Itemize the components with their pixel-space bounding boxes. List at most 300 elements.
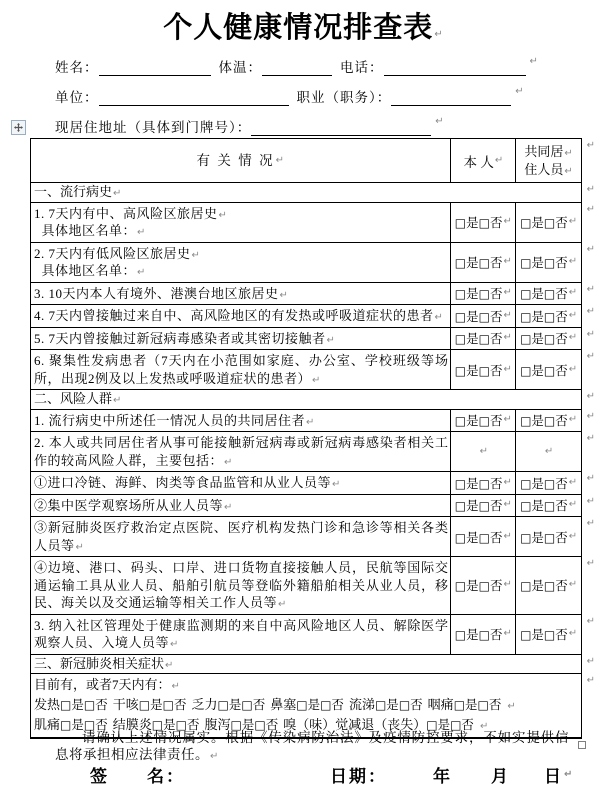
no-label: 否 [490, 414, 503, 429]
no-checkbox[interactable]: □ [543, 287, 556, 302]
no-checkbox[interactable]: □ [543, 216, 556, 230]
symptom-label: 嗅（味）觉减退（丧失） [283, 717, 427, 732]
checkbox-group [455, 253, 503, 271]
paragraph-mark: ↵ [224, 456, 233, 468]
situation-text: 3. 纳入社区管理处于健康监测期的来自中高风险地区人员、解除医学观察人员、入境人员等↵ [34, 617, 449, 650]
section-title-cell: 一、流行病史↵ [34, 184, 122, 199]
paragraph-mark: ↵ [332, 479, 341, 490]
checkbox-group [139, 698, 187, 712]
no-label: 否 [555, 579, 568, 594]
paragraph-mark: ↵ [306, 416, 315, 428]
paragraph-mark: ↵ [529, 56, 539, 67]
yes-checkbox[interactable]: □ [296, 697, 308, 712]
yes-checkbox[interactable]: □ [520, 332, 532, 347]
paragraph-mark: ↵ [507, 700, 516, 712]
month-label: 月 [491, 767, 510, 786]
row-end-mark: ↵ [586, 140, 595, 151]
phone-label: 电话： [340, 60, 384, 75]
no-checkbox[interactable]: □ [478, 216, 490, 230]
unit-field[interactable] [99, 91, 289, 106]
paragraph-mark: ↵ [503, 530, 512, 542]
name-field[interactable] [99, 61, 211, 76]
cohabitant-cell [515, 328, 581, 350]
yes-checkbox[interactable]: □ [520, 530, 532, 545]
situation-text: 1. 流行病史中所述任一情况人员的共同居住者↵ [34, 412, 315, 428]
paragraph-mark: ↵ [568, 499, 578, 511]
no-label: 否 [490, 579, 503, 594]
yes-checkbox[interactable]: □ [454, 628, 467, 642]
cohabitant-cell [515, 432, 581, 471]
yes-checkbox[interactable]: □ [454, 579, 467, 594]
situation-text: 3. 10天内本人有境外、港澳台地区旅居史↵ [34, 285, 289, 301]
paragraph-mark: ↵ [568, 579, 578, 591]
checkbox-group [375, 698, 423, 712]
no-checkbox[interactable]: □ [254, 718, 266, 732]
yes-checkbox[interactable]: □ [230, 718, 242, 732]
no-checkbox[interactable]: □ [478, 287, 490, 302]
situation-text: 2. 本人或共同居住者从事可能接触新冠病毒或新冠病毒感染者相关工作的较高风险人群，主要包括：↵ [34, 435, 449, 468]
no-label: 否 [490, 256, 503, 270]
checkbox-group [455, 329, 503, 347]
confirmation-note [55, 729, 569, 763]
no-checkbox[interactable]: □ [543, 499, 556, 514]
paragraph-mark: ↵ [503, 332, 512, 344]
situation-cell [31, 328, 450, 350]
row-end-mark: ↵ [586, 328, 595, 340]
symptom-label: 乏力 [191, 696, 218, 712]
yes-label: 是 [466, 287, 479, 302]
cohabitant-cell [515, 615, 581, 654]
no-checkbox[interactable]: □ [478, 530, 490, 545]
no-checkbox[interactable]: □ [241, 697, 253, 712]
yes-checkbox[interactable]: □ [453, 697, 466, 712]
no-label: 否 [555, 256, 568, 270]
situation-text: 5. 7天内曾接触过新冠病毒感染者或其密切接触者↵ [34, 330, 336, 346]
no-label: 否 [173, 697, 187, 712]
situation-cell [31, 615, 450, 654]
row-end-mark: ↵ [586, 473, 595, 484]
paragraph-mark: ↵ [568, 287, 578, 299]
yes-label: 是 [466, 579, 479, 594]
field-line-3 [55, 108, 585, 138]
yes-checkbox[interactable]: □ [520, 579, 532, 594]
checkbox-group [520, 284, 568, 302]
yes-label: 是 [466, 499, 479, 514]
checkbox-group [455, 307, 503, 325]
row-end-mark: ↵ [586, 391, 595, 402]
cohabitant-header-label1: 共同居 [524, 143, 564, 159]
no-label: 否 [490, 476, 503, 491]
no-checkbox[interactable]: □ [543, 579, 556, 594]
no-checkbox[interactable]: □ [478, 332, 490, 347]
paragraph-mark: ↵ [326, 334, 336, 346]
paragraph-mark: ↵ [564, 147, 573, 159]
paragraph-mark: ↵ [568, 309, 578, 321]
row-end-mark: ↵ [586, 518, 595, 529]
yes-checkbox[interactable]: □ [374, 697, 387, 712]
row-end-mark: ↵ [586, 615, 595, 627]
paragraph-mark: ↵ [515, 86, 525, 97]
yes-checkbox[interactable]: □ [454, 476, 467, 491]
no-checkbox[interactable]: □ [398, 697, 411, 712]
section-row [31, 389, 595, 409]
no-label: 否 [555, 309, 568, 324]
checkbox-group [520, 576, 568, 594]
yes-checkbox[interactable]: □ [426, 718, 438, 732]
day-label: 日 [544, 767, 563, 786]
table-row [31, 556, 595, 614]
situation-cell [31, 432, 450, 471]
cohabitant-header-line2 [524, 161, 572, 179]
situation-header-cell [31, 139, 450, 182]
yes-label: 是 [228, 697, 242, 712]
yes-label: 是 [71, 697, 84, 712]
self-header-cell [450, 139, 515, 182]
yes-label: 是 [241, 718, 255, 732]
cohabitant-cell [515, 472, 581, 494]
no-checkbox[interactable]: □ [478, 363, 490, 378]
no-checkbox[interactable]: □ [543, 414, 556, 429]
self-cell [450, 283, 515, 305]
row-end-mark: ↵ [586, 410, 595, 422]
symptom-label: 肌痛 [34, 717, 61, 732]
row-end-mark: ↵ [586, 306, 595, 317]
signature-label: 签 名： [90, 767, 185, 786]
self-cell [450, 557, 515, 614]
paragraph-mark: ↵ [165, 659, 174, 671]
checkbox-group [520, 474, 568, 492]
checkbox-group [520, 528, 568, 546]
yes-label: 是 [531, 287, 544, 302]
symptom-item [270, 697, 344, 712]
cohabitant-cell [515, 557, 581, 614]
yes-label: 是 [531, 256, 544, 270]
yes-checkbox[interactable]: □ [454, 216, 467, 230]
table-row [31, 494, 595, 517]
table-row [31, 304, 595, 327]
move-arrows-icon [14, 123, 23, 132]
no-label: 否 [461, 718, 474, 732]
situation-text: ④边境、港口、码头、口岸、进口货物直接接触人员，民航等国际交通运输工具从业人员、船舶引航员等登临外籍船舶相关从业人员，移民、海关以及交通运输等相关工作人员等↵ [34, 560, 449, 610]
yes-checkbox[interactable]: □ [454, 530, 467, 545]
yes-label: 是 [437, 718, 451, 732]
section-title-cell: 三、新冠肺炎相关症状↵ [34, 655, 174, 671]
yes-checkbox[interactable]: □ [520, 309, 532, 324]
field-line-1 [55, 48, 585, 78]
symptom-item [428, 697, 502, 712]
no-checkbox[interactable]: □ [477, 697, 489, 712]
yes-checkbox[interactable]: □ [520, 414, 532, 429]
paragraph-mark: ↵ [191, 249, 201, 261]
no-checkbox[interactable]: □ [320, 697, 332, 712]
date-label: 日期： [330, 767, 387, 786]
no-label: 否 [555, 287, 568, 302]
no-checkbox[interactable]: □ [175, 718, 187, 732]
paragraph-mark: ↵ [503, 579, 512, 591]
yes-label: 是 [531, 414, 544, 429]
table-row [31, 242, 595, 282]
yes-checkbox[interactable]: □ [454, 414, 467, 429]
situation-text: 1. 7天内有中、高风险区旅居史↵ [34, 205, 228, 221]
paragraph-mark: ↵ [170, 639, 179, 650]
no-checkbox[interactable]: □ [162, 697, 174, 712]
cohabitant-cell [515, 350, 581, 389]
no-checkbox[interactable]: □ [478, 309, 490, 324]
row-end-mark: ↵ [586, 558, 595, 569]
yes-label: 是 [163, 718, 176, 732]
no-label: 否 [555, 216, 568, 230]
situation-cell [31, 410, 450, 432]
situation-text: 4. 7天内曾接触过来自中、高风险地区的有发热或呼吸道症状的患者↵ [34, 308, 444, 323]
paragraph-mark: ↵ [218, 209, 228, 221]
cohabitant-cell [515, 517, 581, 556]
yes-checkbox[interactable]: □ [520, 476, 532, 491]
situation-text: 6. 聚集性发病患者（7天内在小范围如家庭、办公室、学校班级等场所，出现2例及以上发热或呼吸道症状的患者）↵ [34, 353, 449, 386]
yes-checkbox[interactable]: □ [520, 628, 532, 642]
unit-label: 单位： [55, 90, 99, 105]
situation-cell [31, 472, 450, 494]
paragraph-mark: ↵ [434, 29, 443, 40]
name-label: 姓名： [55, 60, 99, 75]
paragraph-mark: ↵ [544, 445, 554, 457]
paragraph-mark: ↵ [224, 501, 233, 513]
yes-label: 是 [466, 363, 479, 378]
yes-checkbox[interactable]: □ [520, 499, 532, 514]
checkbox-group [455, 411, 503, 429]
self-cell [450, 615, 515, 654]
checkbox-group [454, 698, 502, 712]
table-move-handle[interactable] [11, 120, 26, 135]
temperature-field[interactable] [262, 61, 332, 76]
self-cell [450, 410, 515, 432]
symptom-item [349, 697, 423, 712]
phone-field[interactable] [384, 61, 526, 76]
no-checkbox[interactable]: □ [83, 697, 96, 712]
symptom-label: 咽痛 [427, 696, 454, 712]
paragraph-mark: ↵ [568, 363, 578, 375]
paragraph-mark: ↵ [479, 721, 489, 732]
yes-label: 是 [531, 216, 544, 230]
no-checkbox[interactable]: □ [478, 628, 490, 642]
no-label: 否 [490, 216, 503, 230]
no-label: 否 [410, 697, 423, 712]
no-checkbox[interactable]: □ [478, 256, 490, 270]
no-label: 否 [490, 332, 503, 347]
no-checkbox[interactable]: □ [543, 628, 556, 642]
yes-checkbox[interactable]: □ [454, 309, 467, 324]
no-checkbox[interactable]: □ [543, 476, 556, 491]
no-label: 否 [555, 499, 568, 514]
no-checkbox[interactable]: □ [543, 332, 556, 347]
self-cell [450, 203, 515, 242]
occupation-label: 职业（职务）： [296, 90, 392, 105]
occupation-field[interactable] [391, 91, 511, 106]
no-checkbox[interactable]: □ [83, 718, 96, 732]
field-line-2 [55, 78, 585, 108]
checkbox-group [520, 213, 568, 231]
paragraph-mark: ↵ [503, 628, 512, 639]
no-checkbox[interactable]: □ [543, 256, 556, 270]
no-checkbox[interactable]: □ [478, 476, 490, 491]
no-checkbox[interactable]: □ [543, 530, 556, 545]
yes-label: 是 [531, 332, 544, 347]
yes-checkbox[interactable]: □ [454, 499, 467, 514]
cohabitant-cell [515, 283, 581, 305]
yes-label: 是 [531, 363, 544, 378]
symptoms-cell [31, 674, 581, 737]
paragraph-mark: ↵ [479, 445, 489, 457]
paragraph-mark: ↵ [568, 414, 578, 426]
no-checkbox[interactable]: □ [478, 499, 490, 514]
checkbox-group [296, 698, 344, 712]
paragraph-mark: ↵ [568, 216, 578, 227]
yes-checkbox[interactable]: □ [520, 256, 532, 270]
checkbox-group [455, 576, 503, 594]
row-end-mark: ↵ [586, 675, 595, 686]
checkbox-group [217, 698, 265, 712]
section-title-cell: 二、风险人群↵ [34, 391, 122, 406]
self-cell [450, 350, 515, 389]
yes-checkbox[interactable]: □ [60, 718, 72, 732]
yes-label: 是 [531, 309, 544, 324]
self-cell [450, 432, 515, 471]
no-label: 否 [95, 718, 108, 732]
no-checkbox[interactable]: □ [450, 718, 462, 732]
paragraph-mark: ↵ [568, 256, 578, 267]
signature-line [55, 762, 600, 787]
row-end-mark: ↵ [586, 203, 595, 215]
symptoms-intro: 目前有，或者7天内有：↵ [34, 677, 180, 692]
checkbox-group [455, 496, 503, 514]
no-checkbox[interactable]: □ [543, 363, 556, 378]
yes-checkbox[interactable]: □ [520, 363, 532, 378]
symptom-label: 结膜炎 [112, 717, 152, 732]
no-label: 否 [488, 697, 502, 712]
yes-checkbox[interactable]: □ [454, 332, 467, 347]
row-end-mark: ↵ [586, 351, 595, 362]
paragraph-mark: ↵ [568, 476, 578, 488]
section-row [31, 654, 595, 674]
yes-checkbox[interactable]: □ [60, 697, 72, 712]
yes-label: 是 [466, 332, 479, 347]
title-row [0, 5, 606, 46]
yes-label: 是 [150, 697, 163, 712]
self-cell [450, 243, 515, 282]
no-label: 否 [555, 530, 568, 545]
table-row [31, 202, 595, 242]
yes-checkbox[interactable]: □ [454, 256, 467, 270]
yes-label: 是 [466, 530, 479, 545]
yes-label: 是 [465, 697, 478, 712]
yes-checkbox[interactable]: □ [520, 287, 532, 302]
table-row [31, 327, 595, 350]
paragraph-mark: ↵ [278, 599, 287, 610]
situation-text: ①进口冷链、海鲜、肉类等食品监管和从业人员等↵ [34, 475, 341, 490]
paragraph-mark: ↵ [435, 116, 445, 127]
temperature-label: 体温： [218, 60, 262, 75]
yes-label: 是 [466, 309, 479, 324]
yes-label: 是 [307, 697, 321, 712]
no-checkbox[interactable]: □ [543, 309, 556, 324]
yes-checkbox[interactable]: □ [138, 697, 151, 712]
paragraph-mark: ↵ [312, 374, 321, 386]
self-cell [450, 472, 515, 494]
yes-label: 是 [71, 718, 84, 732]
yes-label: 是 [466, 476, 479, 491]
table-header-row [31, 139, 595, 182]
yes-checkbox[interactable]: □ [217, 697, 229, 712]
situation-cell [31, 350, 450, 389]
yes-label: 是 [386, 697, 399, 712]
paragraph-mark: ↵ [137, 267, 146, 278]
paragraph-mark: ↵ [503, 476, 512, 488]
checkbox-group [455, 361, 503, 379]
row-end-mark: ↵ [586, 184, 595, 195]
symptom-item [34, 697, 108, 712]
paragraph-mark: ↵ [503, 256, 512, 267]
no-label: 否 [555, 628, 568, 642]
situation-cell [31, 517, 450, 556]
no-label: 否 [186, 718, 200, 732]
no-checkbox[interactable]: □ [478, 579, 490, 594]
situation-text: ②集中医学观察场所从业人员等↵ [34, 497, 233, 513]
yes-checkbox[interactable]: □ [151, 718, 164, 732]
yes-label: 是 [466, 216, 479, 230]
paragraph-mark: ↵ [568, 332, 578, 344]
symptom-line [34, 695, 579, 716]
yes-checkbox[interactable]: □ [454, 363, 467, 378]
paragraph-mark: ↵ [568, 628, 578, 639]
paragraph-mark: ↵ [503, 309, 512, 321]
checkbox-group [455, 474, 503, 492]
yes-label: 是 [466, 256, 479, 270]
cohabitant-cell [515, 410, 581, 432]
yes-label: 是 [531, 579, 544, 594]
paragraph-mark: ↵ [503, 499, 512, 511]
table-resize-handle[interactable] [578, 741, 586, 749]
no-label: 否 [555, 476, 568, 491]
paragraph-mark: ↵ [564, 165, 573, 177]
page-title: 个人健康情况排查表 [163, 12, 434, 44]
yes-label: 是 [531, 530, 544, 545]
table-row [31, 282, 595, 305]
paragraph-mark: ↵ [503, 216, 512, 227]
yes-checkbox[interactable]: □ [520, 216, 532, 230]
no-label: 否 [490, 309, 503, 324]
row-end-mark: ↵ [586, 243, 595, 255]
self-cell [450, 517, 515, 556]
situation-cell [31, 495, 450, 517]
paragraph-mark: ↵ [75, 541, 85, 553]
yes-checkbox[interactable]: □ [454, 287, 467, 302]
yes-label: 是 [531, 476, 544, 491]
yes-label: 是 [531, 499, 544, 514]
table-row [31, 614, 595, 654]
paragraph-mark: ↵ [434, 312, 444, 323]
no-label: 否 [555, 332, 568, 347]
self-cell [450, 305, 515, 327]
row-end-mark: ↵ [586, 433, 595, 444]
situation-text: 具体地区名单：↵ [34, 223, 146, 238]
no-label: 否 [555, 414, 568, 429]
cohabitant-cell [515, 495, 581, 517]
address-field[interactable] [251, 121, 431, 136]
symptom-label: 发热 [34, 696, 61, 712]
table-row [31, 471, 595, 494]
checkbox-group [455, 528, 503, 546]
paragraph-mark: ↵ [568, 530, 578, 542]
no-checkbox[interactable]: □ [478, 414, 490, 429]
